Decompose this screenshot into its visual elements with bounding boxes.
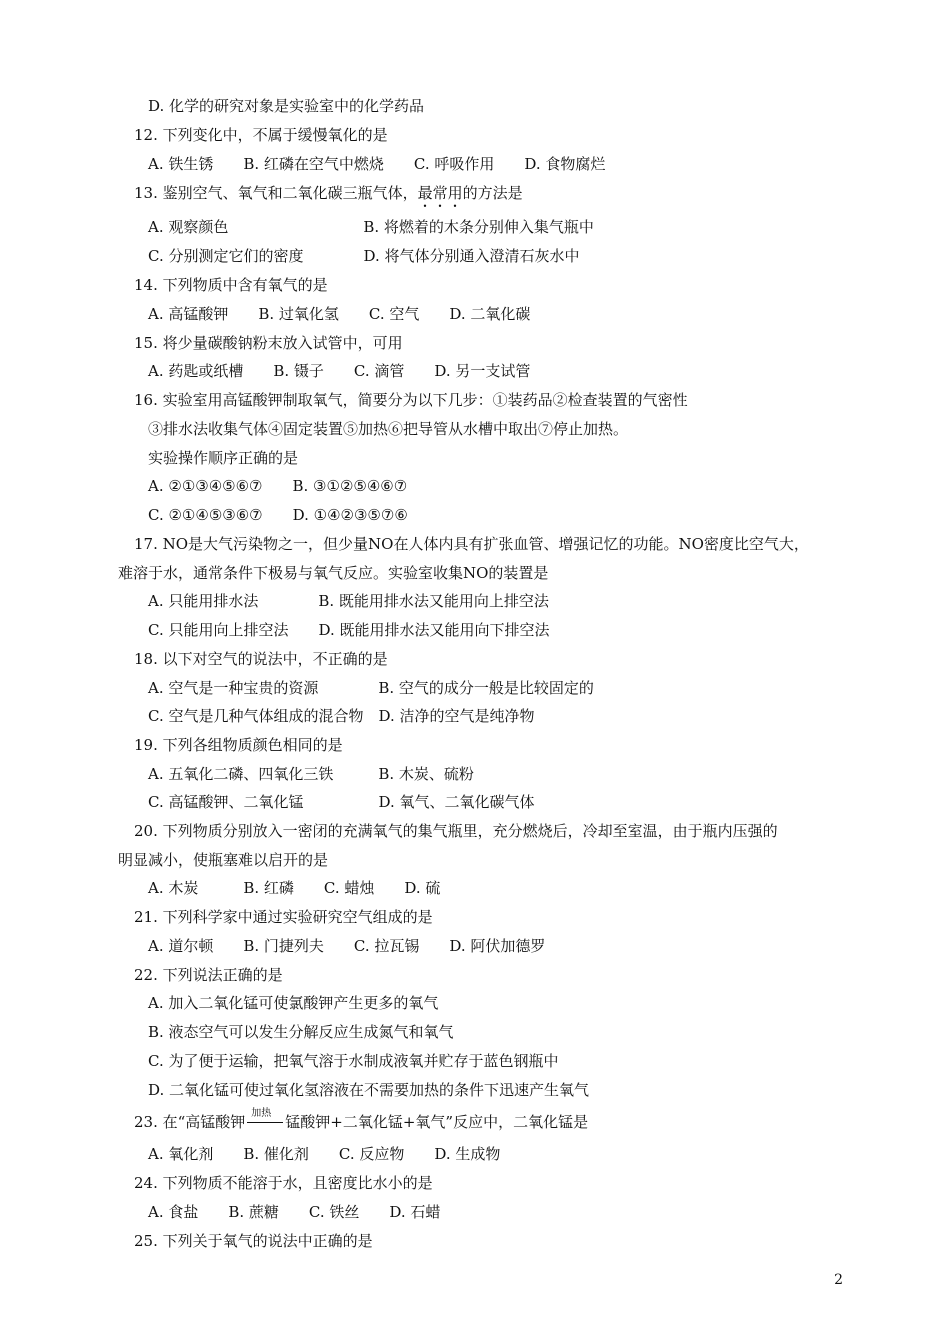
q21-options: A. 道尔顿 B. 门捷列夫 C. 拉瓦锡 D. 阿伏加德罗 xyxy=(148,937,546,955)
q13-emphasis: 最常用 xyxy=(417,184,463,202)
q17-stem-2: 难溶于水，通常条件下极易与氧气反应。实验室收集NO的装置是 xyxy=(118,564,549,582)
q22-option-c: C. 为了便于运输，把氧气溶于水制成液氧并贮存于蓝色钢瓶中 xyxy=(148,1052,559,1070)
q21-stem: 21. 下列科学家中通过实验研究空气组成的是 xyxy=(134,908,433,926)
q19-options-2: C. 高锰酸钾、二氧化锰 D. 氧气、二氧化碳气体 xyxy=(148,793,535,811)
q23-stem xyxy=(134,1108,589,1132)
q20-options: A. 木炭 B. 红磷 C. 蜡烛 D. 硫 xyxy=(148,879,441,897)
q12-options: A. 铁生锈 B. 红磷在空气中燃烧 C. 呼吸作用 D. 食物腐烂 xyxy=(148,155,606,173)
q17-options-2: C. 只能用向上排空法 D. 既能用排水法又能用向下排空法 xyxy=(148,621,550,639)
q14-options: A. 高锰酸钾 B. 过氧化氢 C. 空气 D. 二氧化碳 xyxy=(148,305,531,323)
q22-option-b: B. 液态空气可以发生分解反应生成氮气和氧气 xyxy=(148,1023,454,1041)
q13-options-2: C. 分别测定它们的密度 D. 将气体分别通入澄清石灰水中 xyxy=(148,247,580,265)
q13-stem xyxy=(134,183,523,211)
q25-stem: 25. 下列关于氧气的说法中正确的是 xyxy=(134,1232,373,1250)
q19-stem: 19. 下列各组物质颜色相同的是 xyxy=(134,736,343,754)
q15-stem: 15. 将少量碳酸钠粉末放入试管中，可用 xyxy=(134,334,403,352)
q16-options-2: C. ②①④⑤③⑥⑦ D. ①④②③⑤⑦⑥ xyxy=(148,506,408,524)
q23-stem-b: 锰酸钾+二氧化锰+氧气”反应中，二氧化锰是 xyxy=(285,1113,589,1131)
q24-options: A. 食盐 B. 蔗糖 C. 铁丝 D. 石蜡 xyxy=(148,1203,441,1221)
q17-options-1: A. 只能用排水法 B. 既能用排水法又能用向上排空法 xyxy=(148,592,549,610)
q18-options-2: C. 空气是几种气体组成的混合物 D. 洁净的空气是纯净物 xyxy=(148,707,535,725)
q23-options: A. 氧化剂 B. 催化剂 C. 反应物 D. 生成物 xyxy=(148,1145,501,1163)
q16-stem: 16. 实验室用高锰酸钾制取氧气，简要分为以下几步：①装药品②检查装置的气密性 xyxy=(134,391,688,409)
q13-options-1: A. 观察颜色 B. 将燃着的木条分别伸入集气瓶中 xyxy=(148,218,594,236)
reaction-condition: 加热 xyxy=(251,1108,272,1119)
q24-stem: 24. 下列物质不能溶于水，且密度比水小的是 xyxy=(134,1174,433,1192)
q15-options: A. 药匙或纸槽 B. 镊子 C. 滴管 D. 另一支试管 xyxy=(148,362,531,380)
q16-stem-3: 实验操作顺序正确的是 xyxy=(148,449,299,467)
q22-option-a: A. 加入二氧化锰可使氯酸钾产生更多的氧气 xyxy=(148,994,439,1012)
q17-stem: 17. NO是大气污染物之一，但少量NO在人体内具有扩张血管、增强记忆的功能。NO密度比空气大， xyxy=(134,535,809,553)
q18-options-1: A. 空气是一种宝贵的资源 B. 空气的成分一般是比较固定的 xyxy=(148,679,594,697)
q13-stem-a: 13. 鉴别空气、氧气和二氧化碳三瓶气体， xyxy=(134,184,418,202)
q13-stem-c: 的方法是 xyxy=(462,184,523,202)
reaction-arrow xyxy=(245,1108,285,1132)
q14-stem: 14. 下列物质中含有氧气的是 xyxy=(134,276,328,294)
q19-options-1: A. 五氧化二磷、四氧化三铁 B. 木炭、硫粉 xyxy=(148,765,474,783)
q22-option-d: D. 二氧化锰可使过氧化氢溶液在不需要加热的条件下迅速产生氧气 xyxy=(148,1081,590,1099)
q23-stem-a: 23. 在“高锰酸钾 xyxy=(134,1113,246,1131)
q16-options-1: A. ②①③④⑤⑥⑦ B. ③①②⑤④⑥⑦ xyxy=(148,477,408,495)
q16-stem-2: ③排水法收集气体④固定装置⑤加热⑥把导管从水槽中取出⑦停止加热。 xyxy=(148,420,629,438)
q18-stem: 18. 以下对空气的说法中，不正确的是 xyxy=(134,650,388,668)
q11-option-d: D. 化学的研究对象是实验室中的化学药品 xyxy=(148,97,425,115)
q20-stem-2: 明显减小，使瓶塞难以启开的是 xyxy=(118,851,329,869)
q12-stem: 12. 下列变化中，不属于缓慢氧化的是 xyxy=(134,126,388,144)
q20-stem: 20. 下列物质分别放入一密闭的充满氧气的集气瓶里，充分燃烧后，冷却至室温，由于瓶内压强的 xyxy=(134,822,778,840)
q22-stem: 22. 下列说法正确的是 xyxy=(134,966,283,984)
page-number: 2 xyxy=(834,1272,843,1288)
